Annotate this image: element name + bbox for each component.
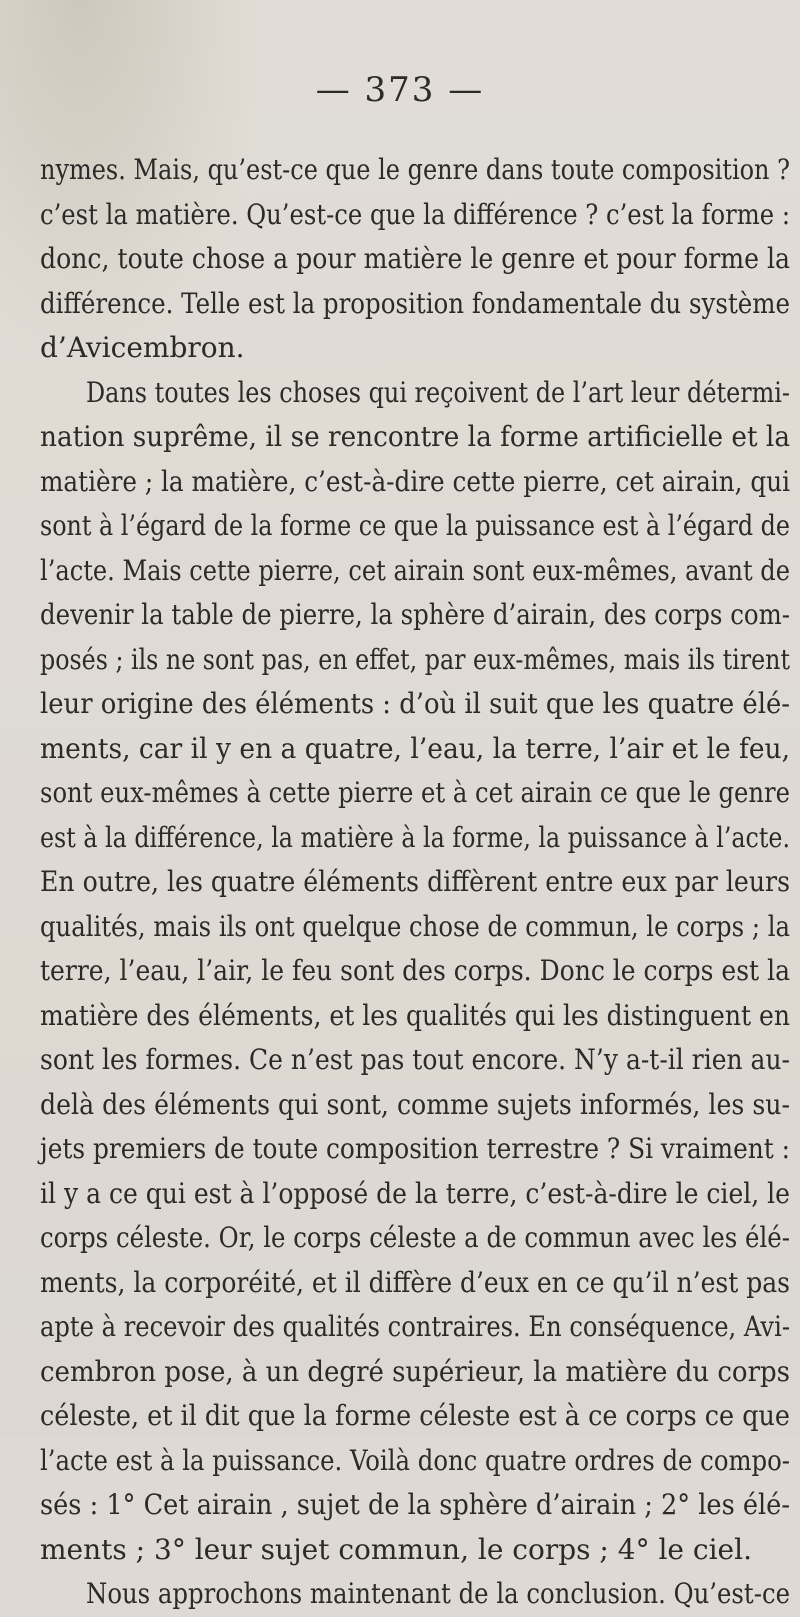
page-number-header: — 373 — bbox=[315, 70, 485, 110]
text-line: nation suprême, il se rencontre la forme artificielle et la bbox=[40, 420, 790, 453]
text-line: leur origine des éléments : d’où il suit que les quatre élé- bbox=[40, 687, 790, 720]
text-line: sés : 1° Cet airain , sujet de la sphère d’airain ; 2° les élé- bbox=[40, 1488, 790, 1521]
text-line: différence. Telle est la proposition fondamentale du système bbox=[40, 286, 790, 320]
text-line: devenir la table de pierre, la sphère d’airain, des corps com- bbox=[40, 598, 790, 631]
text-line: donc, toute chose a pour matière le genre et pour forme la bbox=[40, 242, 790, 275]
text-line: l’acte. Mais cette pierre, cet airain sont eux-mêmes, avant de bbox=[40, 553, 790, 587]
text-line: Dans toutes les choses qui reçoivent de l’art leur détermi- bbox=[86, 375, 790, 409]
text-line: d’Avicembron. bbox=[40, 331, 245, 364]
text-line: terre, l’eau, l’air, le feu sont des corps. Donc le corps est la bbox=[40, 954, 790, 987]
text-line: jets premiers de toute composition terrestre ? Si vraiment : bbox=[40, 1132, 790, 1165]
text-line: Nous approchons maintenant de la conclusion. Qu’est-ce bbox=[86, 1577, 790, 1610]
text-line: ments, car il y en a quatre, l’eau, la terre, l’air et le feu, bbox=[40, 731, 790, 765]
text-line: corps céleste. Or, le corps céleste a de commun avec les élé- bbox=[40, 1221, 790, 1254]
text-line: c’est la matière. Qu’est-ce que la différence ? c’est la forme : bbox=[40, 197, 790, 231]
text-line: l’acte est à la puissance. Voilà donc quatre ordres de compo- bbox=[40, 1443, 790, 1477]
text-line: apte à recevoir des qualités contraires. En conséquence, Avi- bbox=[40, 1310, 790, 1343]
text-line: qualités, mais ils ont quelque chose de commun, le corps ; la bbox=[40, 909, 790, 943]
text-line: matière des éléments, et les qualités qui les distinguent en bbox=[40, 998, 790, 1032]
text-line: est à la différence, la matière à la forme, la puissance à l’acte. bbox=[40, 820, 790, 854]
text-line: céleste, et il dit que la forme céleste est à ce corps ce que bbox=[40, 1399, 790, 1432]
text-line: delà des éléments qui sont, comme sujets informés, les su- bbox=[40, 1087, 790, 1121]
text-line: sont eux-mêmes à cette pierre et à cet airain ce que le genre bbox=[40, 776, 790, 809]
body-text bbox=[40, 148, 790, 1617]
text-line: il y a ce qui est à l’opposé de la terre, c’est-à-dire le ciel, le bbox=[40, 1176, 790, 1210]
text-line: ments ; 3° leur sujet commun, le corps ; 4° le ciel. bbox=[40, 1532, 752, 1566]
text-line: nymes. Mais, qu’est-ce que le genre dans toute composition ? bbox=[40, 153, 790, 186]
text-line: matière ; la matière, c’est-à-dire cette pierre, cet airain, qui bbox=[40, 464, 790, 498]
text-line: sont à l’égard de la forme ce que la puissance est à l’égard de bbox=[40, 509, 790, 542]
text-line: posés ; ils ne sont pas, en effet, par eux-mêmes, mais ils tirent bbox=[40, 642, 790, 676]
text-line: ments, la corporéité, et il diffère d’eux en ce qu’il n’est pas bbox=[40, 1265, 790, 1299]
text-line: sont les formes. Ce n’est pas tout encore. N’y a-t-il rien au- bbox=[40, 1043, 790, 1076]
text-line: cembron pose, à un degré supérieur, la matière du corps bbox=[40, 1354, 790, 1388]
text-line: En outre, les quatre éléments diffèrent entre eux par leurs bbox=[40, 865, 790, 898]
